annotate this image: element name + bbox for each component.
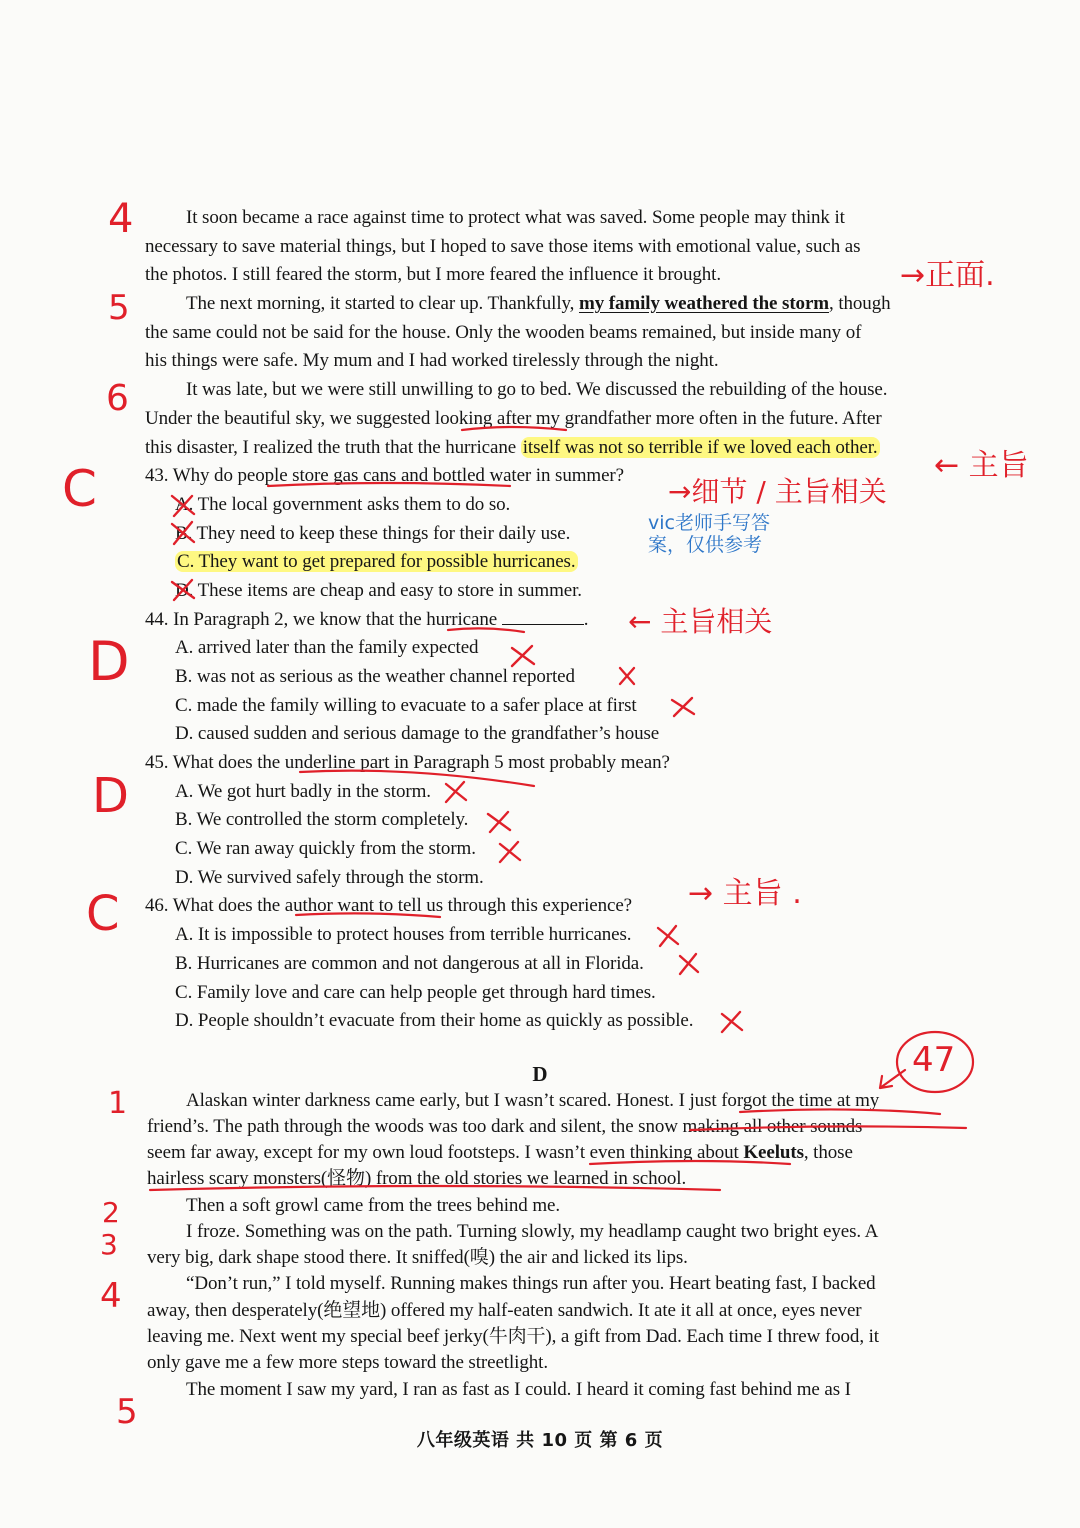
q43-option-c [175,550,578,574]
d-para-num-4: 4 [100,1276,122,1316]
note-positive: →正面. [900,258,995,293]
page-footer: 八年级英语 共 10 页 第 6 页 [416,1430,664,1451]
p6-line1: It was late, but we were still unwilling to go to bed. We discussed the rebuilding of the house. [186,379,888,400]
q45-option-d: D. We survived safely through the storm. [175,867,484,888]
d-p1-line4: hairless scary monsters(怪物) from the old stories we learned in school. [147,1168,687,1189]
q45-option-b: B. We controlled the storm completely. [175,809,469,830]
note-q44-main-idea: ← 主旨相关 [628,605,773,638]
d-p3-line1: I froze. Something was on the path. Turning slowly, my headlamp caught two bright eyes. A [186,1221,879,1242]
section-heading: D [532,1062,548,1086]
q43-option-c-text: C. They want to get prepared for possible hurricanes. [177,551,576,572]
answer-43: C [62,460,97,518]
para-num-4: 4 [108,196,134,242]
q44-stem-text: 44. In Paragraph 2, we know that the hurricane [145,609,498,630]
d-p1-line2: friend’s. The path through the woods was too dark and silent, the snow making all other sounds [147,1116,863,1137]
note-main-idea: ← 主旨 [934,448,1029,483]
q44-option-a: A. arrived later than the family expected [175,637,479,658]
q43-option-a: A. The local government asks them to do so. [175,494,511,515]
answer-46: C [86,886,120,942]
p6-line2: Under the beautiful sky, we suggested looking after my grandfather more often in the future. After [145,408,882,429]
d-p4-line2: away, then desperately(绝望地) offered my half-eaten sandwich. It ate it all at once, eyes never [147,1300,862,1321]
p5-line3: his things were safe. My mum and I had worked tirelessly through the night. [145,350,719,371]
d-para-num-3: 3 [100,1228,118,1261]
d-p1-line3-pre: seem far away, except for my own loud footsteps. I wasn’t even thinking about [147,1142,744,1163]
q46-stem: 46. What does the author want to tell us through this experience? [145,895,633,916]
q45-stem: 45. What does the underline part in Paragraph 5 most probably mean? [145,752,670,773]
q45-option-c: C. We ran away quickly from the storm. [175,838,476,859]
q45-option-a: A. We got hurt badly in the storm. [175,781,431,802]
q44-option-c: C. made the family willing to evacuate to a safer place at first [175,695,637,716]
d-p3-line2: very big, dark shape stood there. It sniffed(嗅) the air and licked its lips. [147,1247,688,1268]
d-p4-line1: “Don’t run,” I told myself. Running makes things run after you. Heart beating fast, I backed [186,1273,876,1294]
d-para-num-5: 5 [116,1392,138,1432]
p6-line3 [145,436,880,460]
underlined-phrase: my family weathered the storm [578,293,830,314]
answer-44: D [88,630,130,693]
d-p5-line1: The moment I saw my yard, I ran as fast as I could. I heard it coming fast behind me as I [186,1379,851,1400]
d-p1-line3 [147,1141,853,1165]
d-para-num-2: 2 [102,1196,120,1229]
p5-line1-pre: The next morning, it started to clear up. Thankfully, [186,293,579,314]
p4-line3: the photos. I still feared the storm, but I more feared the influence it brought. [145,264,721,285]
note-q46-main-idea: → 主旨 . [688,876,802,911]
d-p1-line1: Alaskan winter darkness came early, but I wasn’t scared. Honest. I just forgot the time at my [186,1090,880,1111]
d-para-num-1: 1 [108,1086,128,1121]
q46-option-c: C. Family love and care can help people get through hard times. [175,982,656,1003]
para-num-6: 6 [106,378,129,419]
q44-option-d: D. caused sudden and serious damage to the grandfather’s house [175,723,660,744]
d-p4-line3: leaving me. Next went my special beef jerky(牛肉干), a gift from Dad. Each time I threw food, it [147,1326,879,1347]
question-47-label: 47 [912,1040,956,1080]
p5-line1 [186,292,891,316]
q46-option-b: B. Hurricanes are common and not dangerous at all in Florida. [175,953,644,974]
para-num-5: 5 [108,288,130,328]
q43-stem: 43. Why do people store gas cans and bottled water in summer? [145,465,624,486]
p6-line3-pre: this disaster, I realized the truth that the hurricane [145,437,521,458]
p5-line1-post: , though [829,293,891,314]
d-p4-line4: only gave me a few more steps toward the streetlight. [147,1352,548,1373]
p5-line2: the same could not be said for the house. Only the wooden beams remained, but inside many of [145,322,862,343]
keeluts-term: Keeluts [743,1142,804,1163]
highlighted-phrase: itself was not so terrible if we loved each other. [522,437,878,458]
q43-option-b: B. They need to keep these things for their daily use. [175,523,571,544]
q46-option-d: D. People shouldn’t evacuate from their home as quickly as possible. [175,1010,694,1031]
q44-option-b: B. was not as serious as the weather channel reported [175,666,575,687]
note-detail-main-idea: →细节 / 主旨相关 [668,475,887,508]
p4-line1: It soon became a race against time to protect what was saved. Some people may think it [186,207,845,228]
answer-blank [502,608,584,625]
d-p2: Then a soft growl came from the trees behind me. [186,1195,561,1216]
q43-option-d: D. These items are cheap and easy to store in summer. [175,580,582,601]
d-p1-line3-post: , those [803,1142,853,1163]
answer-45: D [92,768,129,824]
q46-option-a: A. It is impossible to protect houses from terrible hurricanes. [175,924,632,945]
teacher-note: vic老师手写答案，仅供参考 [648,512,770,556]
q44-stem: 44. In Paragraph 2, we know that the hurricane . [145,609,589,630]
p4-line2: necessary to save material things, but I hoped to save those items with emotional value, such as [145,236,861,257]
